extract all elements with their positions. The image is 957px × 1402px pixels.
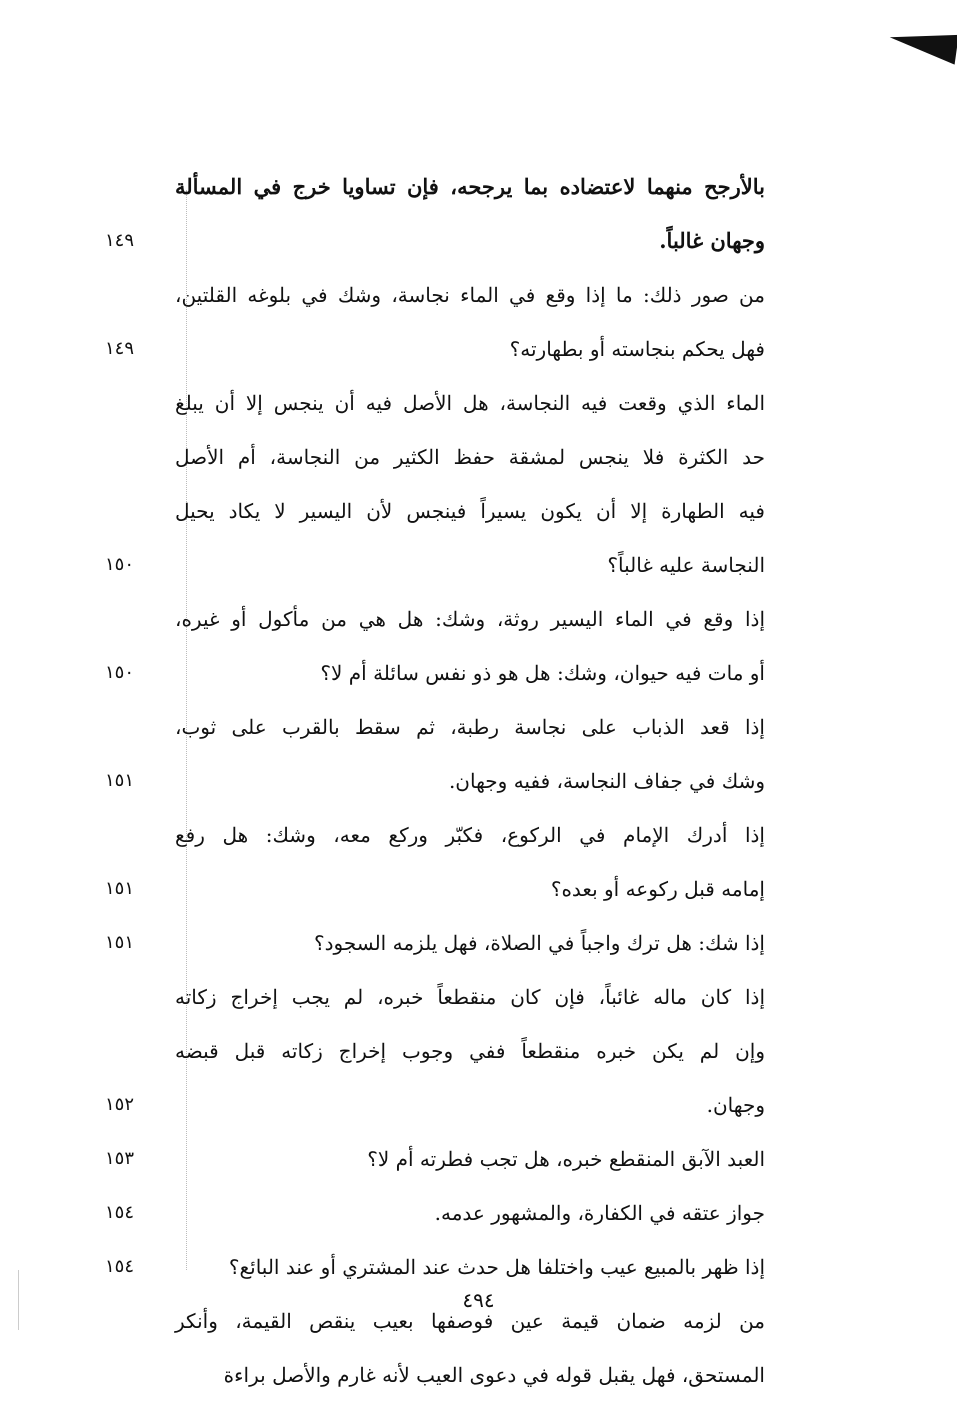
entry-line (105, 808, 765, 862)
entry-line (105, 538, 765, 592)
entry-line-text: إذا شك: هل ترك واجباً في الصلاة، فهل يلزمه السجود؟ (313, 931, 765, 955)
entry-page-ref: ١٤٩ (105, 230, 135, 251)
entry-line-text: إمامه قبل ركوعه أو بعده؟ (550, 877, 765, 901)
entry-page-ref: ١٥١ (105, 770, 135, 791)
entry-line-text: المستحق، فهل يقبل قوله في دعوى العيب لأنه غارم والأصل براءة (223, 1363, 765, 1387)
entry-line (105, 700, 765, 754)
index-list (105, 160, 765, 1402)
index-entry (105, 916, 765, 970)
entry-line-text: من لزمه ضمان قيمة عين فوصفها بعيب ينقص القيمة، وأنكر (175, 1309, 766, 1333)
entry-line-text: النجاسة عليه غالباً؟ (607, 553, 765, 577)
page-number: ٤٩٤ (462, 1288, 495, 1312)
entry-line-text: وجهان. (706, 1093, 765, 1117)
entry-line (105, 1240, 765, 1294)
entry-line-text: إذا وقع في الماء اليسير روثة، وشك: هل هي من مأكول أو غيره، (175, 607, 765, 631)
entry-line (105, 430, 765, 484)
entry-line (105, 862, 765, 916)
index-entry (105, 970, 765, 1132)
entry-line (105, 268, 765, 322)
entry-line-text: وإن لم يكن خبره منقطعاً ففي وجوب إخراج زكاته قبل قبضه (175, 1039, 765, 1063)
entry-line-text: الماء الذي وقعت فيه النجاسة، هل الأصل فيه أن ينجس إلا أن يبلغ (175, 391, 765, 415)
entry-line-text: إذا قعد الذباب على نجاسة رطبة، ثم سقط بالقرب على ثوب، (175, 715, 765, 739)
entry-line (105, 1024, 765, 1078)
entry-line (105, 1132, 765, 1186)
entry-line-text: فيه الطهارة إلا أن يكون يسيراً فينجس لأن اليسير لا يكاد يحيل (175, 499, 765, 523)
entry-line (105, 214, 765, 268)
entry-page-ref: ١٥١ (105, 878, 135, 899)
entry-line-text: أو مات فيه حيوان، وشك: هل هو ذو نفس سائلة أم لا؟ (320, 661, 765, 685)
index-entry (105, 592, 765, 700)
entry-page-ref: ١٥٠ (105, 554, 135, 575)
entry-line (105, 322, 765, 376)
entry-line (105, 754, 765, 808)
entry-line-text: حد الكثرة فلا ينجس لمشقة حفظ الكثير من النجاسة، أم الأصل (175, 445, 765, 469)
entry-page-ref: ١٥٠ (105, 662, 135, 683)
entry-line (105, 646, 765, 700)
entry-line (105, 160, 765, 214)
index-entry (105, 1240, 765, 1294)
entry-line (105, 376, 765, 430)
entry-line (105, 916, 765, 970)
index-entry (105, 1132, 765, 1186)
index-entry (105, 700, 765, 808)
entry-line (105, 970, 765, 1024)
index-entry (105, 808, 765, 916)
index-entry (105, 1186, 765, 1240)
entry-line-text: فهل يحكم بنجاسته أو بطهارته؟ (509, 337, 765, 361)
index-entry (105, 160, 765, 268)
entry-line-text: جواز عتقه في الكفارة، والمشهور عدمه. (434, 1201, 765, 1225)
entry-line (105, 1078, 765, 1132)
corner-scan-mark (887, 25, 957, 64)
entry-line (105, 1186, 765, 1240)
entry-line-text: وجهان غالباً. (659, 228, 765, 253)
entry-line-text: إذا كان ماله غائباً، فإن كان منقطعاً خبره، لم يجب إخراج زكاته (175, 985, 766, 1009)
index-entry (105, 376, 765, 592)
entry-page-ref: ١٥٣ (105, 1148, 135, 1169)
entry-line-text: إذا ظهر بالمبيع عيب واختلفا هل حدث عند المشتري أو عند البائع؟ (228, 1255, 765, 1279)
entry-line (105, 592, 765, 646)
entry-page-ref: ١٥١ (105, 932, 135, 953)
entry-line-text: بالأرجح منهما لاعتضاده بما يرجحه، فإن تساويا خرج في المسألة (175, 174, 765, 199)
entry-line-text: وشك في جفاف النجاسة، ففيه وجهان. (448, 769, 765, 793)
entry-page-ref: ١٤٩ (105, 338, 135, 359)
entry-line (105, 484, 765, 538)
entry-line-text: إذا أدرك الإمام في الركوع، فكبّر وركع معه، وشك: هل رفع (175, 823, 765, 847)
entry-line (105, 1348, 765, 1402)
entry-page-ref: ١٥٤ (105, 1202, 135, 1223)
entry-line-text: العبد الآبق المنقطع خبره، هل تجب فطرته أم لا؟ (367, 1147, 765, 1171)
entry-page-ref: ١٥٤ (105, 1256, 135, 1277)
entry-page-ref: ١٥٢ (105, 1094, 135, 1115)
entry-line-text: من صور ذلك: ما إذا وقع في الماء نجاسة، وشك في بلوغه القلتين، (175, 283, 765, 307)
index-entry (105, 268, 765, 376)
